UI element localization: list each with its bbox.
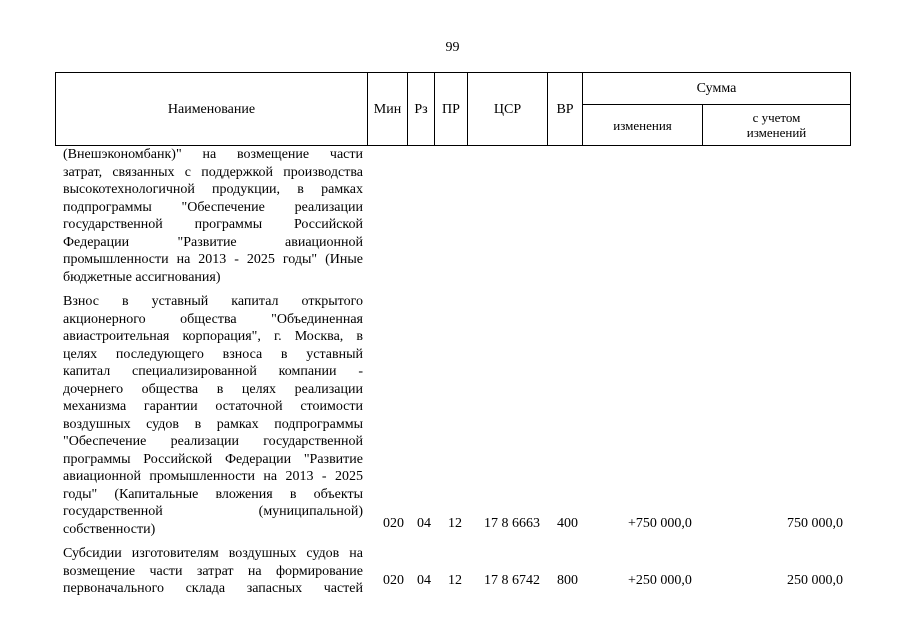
row-2-line: авиационной промышленности на 2013 - 2025: [63, 469, 363, 484]
row-1-line: промышленности на 2013 - 2025 годы" (Иные: [63, 252, 363, 267]
row-2-line: авиастроительная корпорация", г. Москва, в: [63, 329, 363, 344]
row-2-line: акционерного общества "Объединенная: [63, 311, 363, 327]
row-2-line: воздушных судов в рамках подпрограммы: [63, 416, 363, 432]
row-1-line: (Внешэкономбанк)" на возмещение части: [63, 147, 363, 162]
row-3-rz: 04: [417, 573, 431, 588]
row-2-line: государственной (муниципальной): [63, 504, 363, 519]
row-2-line: дочернего общества в целях реализации: [63, 381, 363, 397]
page-number: 99: [445, 40, 460, 55]
header-csr: ЦСР: [493, 101, 522, 117]
row-2-csr: 17 8 6663: [484, 516, 540, 531]
row-2-line: целях последующего взноса в уставный: [63, 346, 363, 362]
header-change: изменения: [613, 117, 672, 133]
row-3-change: +250 000,0: [628, 573, 692, 588]
row-2-line: механизма гарантии остаточной стоимости: [63, 399, 363, 414]
row-1-line: Федерации "Развитие авиационной: [63, 234, 363, 250]
row-2-total: 750 000,0: [787, 516, 843, 531]
row-1-name: [63, 146, 363, 286]
row-2-change: +750 000,0: [628, 516, 692, 531]
row-3-name: [63, 545, 363, 598]
row-2-pr: 12: [448, 516, 462, 531]
row-2-line: Взнос в уставный капитал открытого: [63, 294, 363, 309]
header-rz: Рз: [414, 101, 428, 117]
header-name: Наименование: [167, 101, 256, 117]
row-1-line: подпрограммы "Обеспечение реализации: [63, 199, 363, 215]
row-2-vr: 400: [557, 516, 578, 531]
header-right-border: [850, 72, 851, 146]
row-2-min: 020: [383, 516, 404, 531]
row-2-line: программы Российской Федерации "Развитие: [63, 451, 363, 467]
row-1-line: бюджетные ассигнования): [63, 269, 221, 285]
header-vr: ВР: [556, 101, 574, 117]
header-with-changes: [703, 105, 850, 145]
row-3-csr: 17 8 6742: [484, 573, 540, 588]
header-min: Мин: [373, 101, 402, 117]
header-sum: Сумма: [696, 81, 737, 96]
row-3-min: 020: [383, 573, 404, 588]
row-3-line: возмещение части затрат на формирование: [63, 563, 363, 579]
row-1-line: государственной программы Российской: [63, 217, 363, 232]
row-2-line: собственности): [63, 521, 156, 537]
row-2-rz: 04: [417, 516, 431, 531]
row-1-line: высокотехнологичной продукции, в рамках: [63, 182, 363, 197]
row-3-vr: 800: [557, 573, 578, 588]
row-2-line: годы" (Капитальные вложения в объекты: [63, 486, 363, 502]
row-3-line: первоначального склада запасных частей: [63, 581, 363, 596]
header-with-changes-line-1: с учетом: [752, 110, 801, 125]
row-1-line: затрат, связанных с поддержкой производства: [63, 164, 363, 180]
header-pr: ПР: [442, 101, 460, 117]
row-3-pr: 12: [448, 573, 462, 588]
header-with-changes-line-2: изменений: [746, 125, 807, 140]
row-2-name: [63, 293, 363, 538]
row-3-line: Субсидии изготовителям воздушных судов на: [63, 546, 363, 561]
row-2-line: "Обеспечение реализации государственной: [63, 434, 363, 449]
row-3-total: 250 000,0: [787, 573, 843, 588]
row-2-line: капитал специализированной компании -: [63, 364, 363, 379]
